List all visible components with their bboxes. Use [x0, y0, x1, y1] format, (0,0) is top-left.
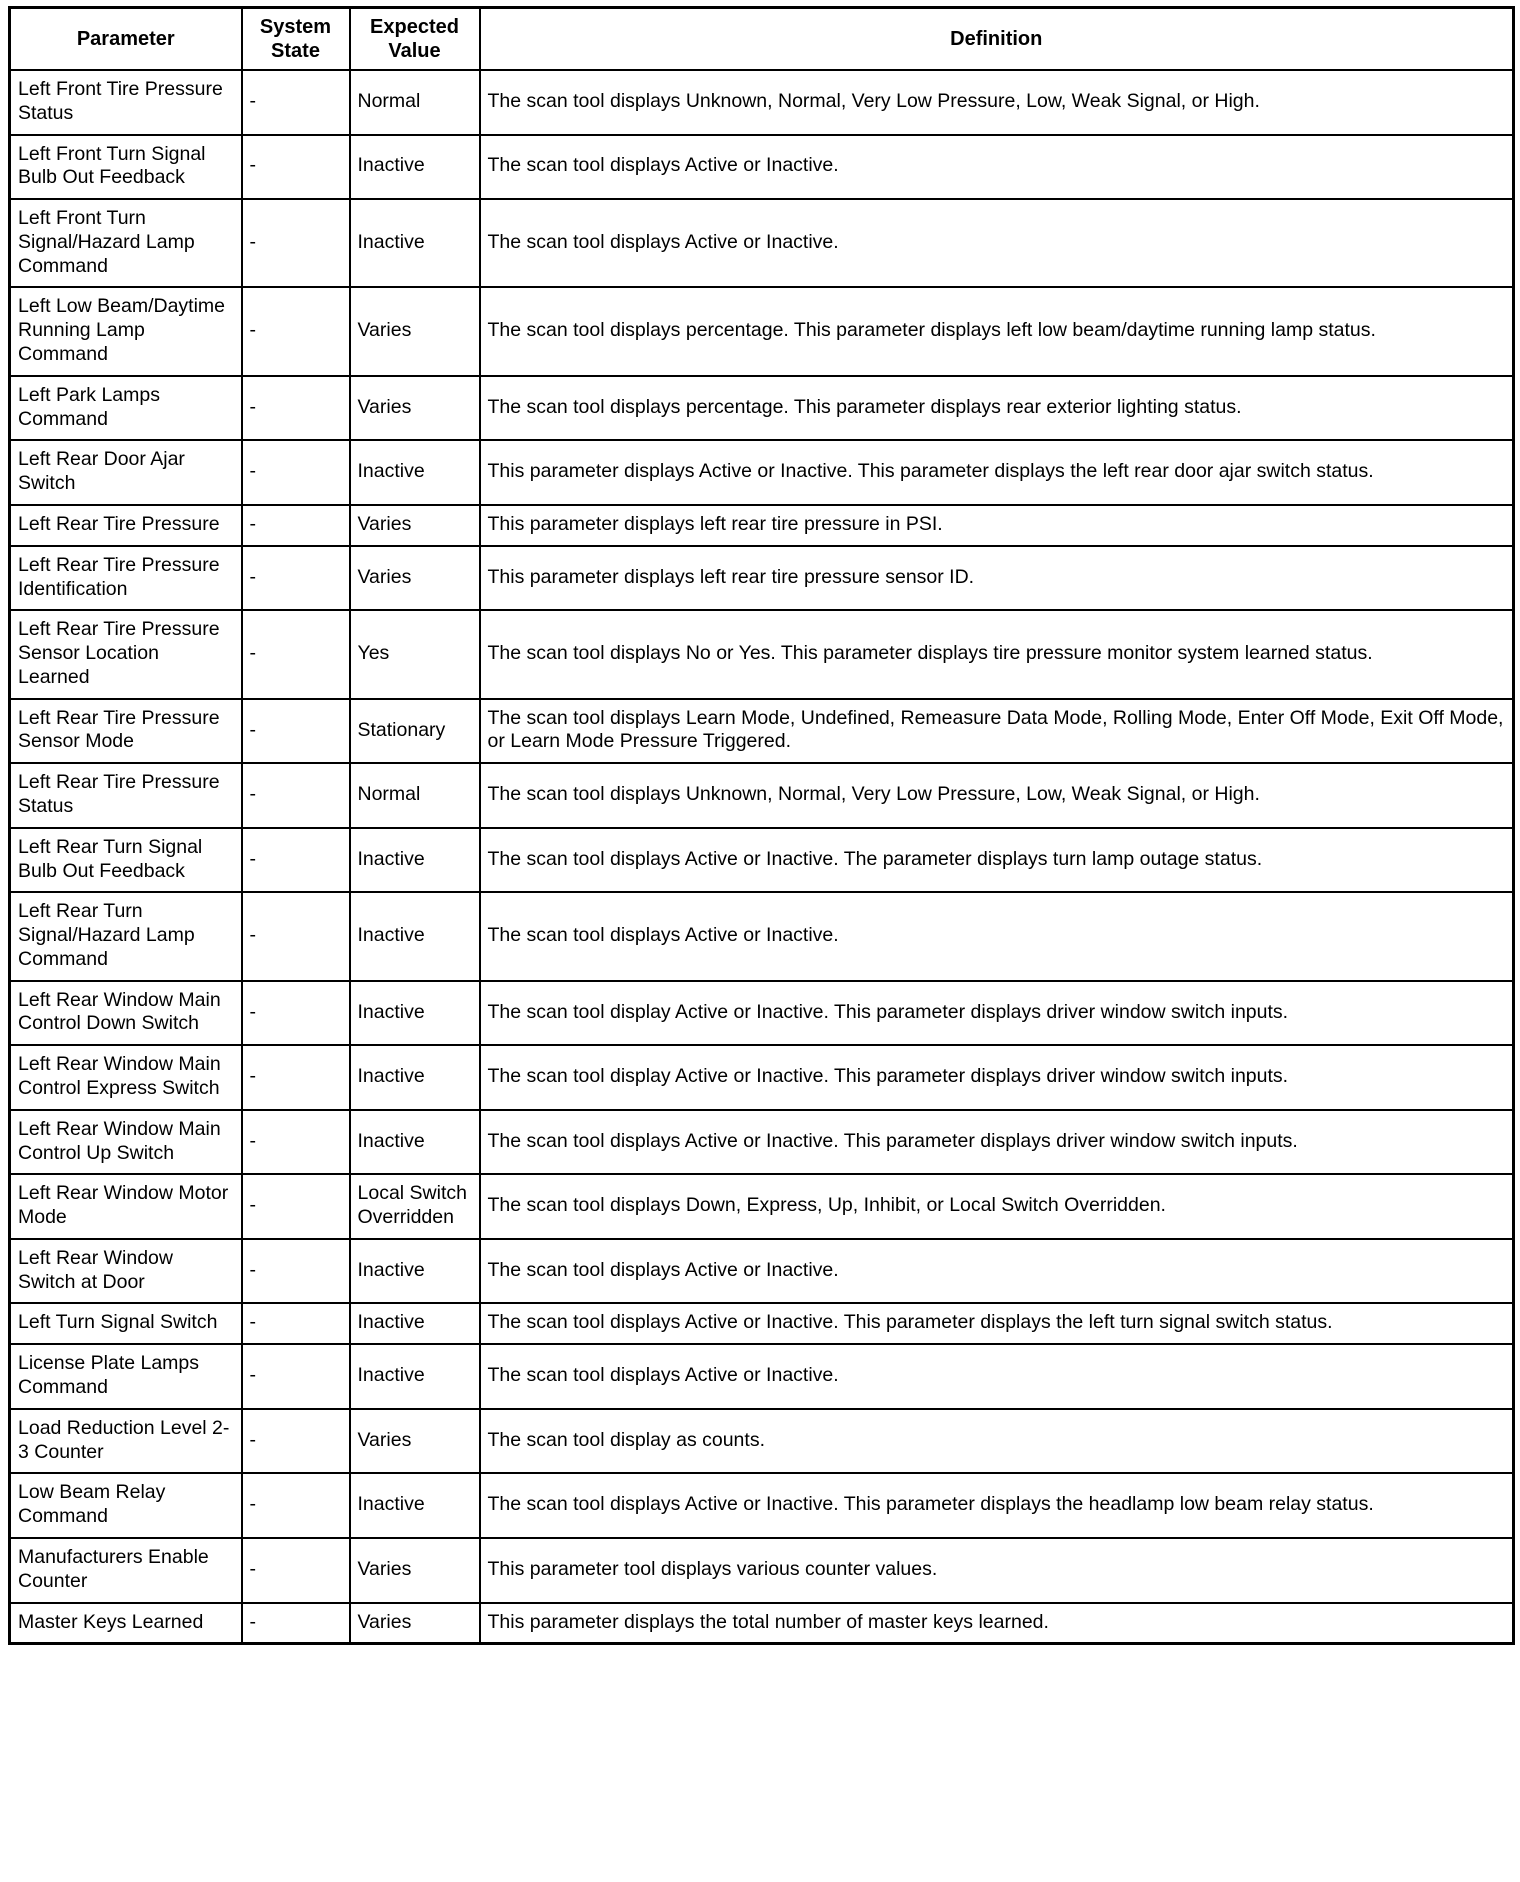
cell-parameter: Left Rear Window Switch at Door [10, 1239, 242, 1304]
table-row [10, 1303, 1514, 1344]
cell-parameter: Left Rear Window Main Control Down Switch [10, 981, 242, 1046]
cell-definition: The scan tool displays percentage. This parameter displays rear exterior lighting status. [480, 376, 1514, 441]
cell-parameter: Master Keys Learned [10, 1603, 242, 1644]
cell-system-state: - [242, 1473, 350, 1538]
cell-expected-value: Varies [350, 1409, 480, 1474]
cell-system-state: - [242, 287, 350, 375]
cell-definition: The scan tool display as counts. [480, 1409, 1514, 1474]
cell-parameter: Left Rear Tire Pressure [10, 505, 242, 546]
table-row [10, 1344, 1514, 1409]
cell-definition: The scan tool displays Active or Inactive. [480, 135, 1514, 200]
cell-definition: The scan tool displays Unknown, Normal, Very Low Pressure, Low, Weak Signal, or High. [480, 70, 1514, 135]
cell-expected-value: Normal [350, 763, 480, 828]
cell-parameter: Left Front Turn Signal Bulb Out Feedback [10, 135, 242, 200]
table-header [10, 8, 1514, 71]
table-row [10, 1174, 1514, 1239]
cell-expected-value: Inactive [350, 199, 480, 287]
cell-system-state: - [242, 1409, 350, 1474]
table-row [10, 828, 1514, 893]
cell-expected-value: Inactive [350, 1344, 480, 1409]
cell-parameter: License Plate Lamps Command [10, 1344, 242, 1409]
cell-parameter: Left Rear Tire Pressure Sensor Mode [10, 699, 242, 764]
cell-parameter: Load Reduction Level 2-3 Counter [10, 1409, 242, 1474]
cell-expected-value: Inactive [350, 135, 480, 200]
cell-parameter: Left Front Tire Pressure Status [10, 70, 242, 135]
table-body [10, 70, 1514, 1644]
cell-system-state: - [242, 610, 350, 698]
cell-definition: The scan tool displays Active or Inactive. The parameter displays turn lamp outage status. [480, 828, 1514, 893]
cell-parameter: Left Turn Signal Switch [10, 1303, 242, 1344]
cell-expected-value: Inactive [350, 1239, 480, 1304]
cell-definition: The scan tool display Active or Inactive. This parameter displays driver window switch inputs. [480, 1045, 1514, 1110]
cell-parameter: Left Rear Tire Pressure Sensor Location Learned [10, 610, 242, 698]
cell-expected-value: Inactive [350, 440, 480, 505]
cell-expected-value: Inactive [350, 1110, 480, 1175]
cell-definition: The scan tool displays percentage. This parameter displays left low beam/daytime running lamp status. [480, 287, 1514, 375]
column-header-parameter: Parameter [10, 8, 242, 71]
cell-parameter: Left Front Turn Signal/Hazard Lamp Command [10, 199, 242, 287]
cell-definition: This parameter displays the total number of master keys learned. [480, 1603, 1514, 1644]
cell-system-state: - [242, 1239, 350, 1304]
cell-definition: This parameter tool displays various counter values. [480, 1538, 1514, 1603]
cell-parameter: Low Beam Relay Command [10, 1473, 242, 1538]
cell-system-state: - [242, 70, 350, 135]
cell-system-state: - [242, 546, 350, 611]
cell-expected-value: Varies [350, 1538, 480, 1603]
cell-definition: The scan tool displays Active or Inactive. [480, 892, 1514, 980]
cell-parameter: Manufacturers Enable Counter [10, 1538, 242, 1603]
cell-definition: The scan tool displays Down, Express, Up, Inhibit, or Local Switch Overridden. [480, 1174, 1514, 1239]
cell-expected-value: Inactive [350, 981, 480, 1046]
cell-parameter: Left Rear Turn Signal/Hazard Lamp Command [10, 892, 242, 980]
table-row [10, 287, 1514, 375]
cell-parameter: Left Rear Turn Signal Bulb Out Feedback [10, 828, 242, 893]
cell-system-state: - [242, 440, 350, 505]
cell-system-state: - [242, 699, 350, 764]
cell-expected-value: Inactive [350, 828, 480, 893]
cell-definition: The scan tool displays No or Yes. This parameter displays tire pressure monitor system learned status. [480, 610, 1514, 698]
cell-definition: The scan tool display Active or Inactive. This parameter displays driver window switch inputs. [480, 981, 1514, 1046]
cell-system-state: - [242, 376, 350, 441]
cell-definition: The scan tool displays Unknown, Normal, Very Low Pressure, Low, Weak Signal, or High. [480, 763, 1514, 828]
cell-definition: The scan tool displays Active or Inactive. This parameter displays the left turn signal switch status. [480, 1303, 1514, 1344]
cell-definition: This parameter displays Active or Inactive. This parameter displays the left rear door ajar switch status. [480, 440, 1514, 505]
table-row [10, 1110, 1514, 1175]
cell-expected-value: Stationary [350, 699, 480, 764]
cell-parameter: Left Rear Tire Pressure Status [10, 763, 242, 828]
cell-system-state: - [242, 1344, 350, 1409]
cell-system-state: - [242, 1045, 350, 1110]
table-row [10, 1538, 1514, 1603]
cell-parameter: Left Rear Door Ajar Switch [10, 440, 242, 505]
cell-expected-value: Local Switch Overridden [350, 1174, 480, 1239]
cell-parameter: Left Low Beam/Daytime Running Lamp Command [10, 287, 242, 375]
cell-expected-value: Inactive [350, 1045, 480, 1110]
cell-system-state: - [242, 1174, 350, 1239]
cell-parameter: Left Park Lamps Command [10, 376, 242, 441]
cell-expected-value: Inactive [350, 1303, 480, 1344]
table-row [10, 135, 1514, 200]
cell-parameter: Left Rear Tire Pressure Identification [10, 546, 242, 611]
table-row [10, 1603, 1514, 1644]
table-row [10, 546, 1514, 611]
cell-system-state: - [242, 828, 350, 893]
table-row [10, 610, 1514, 698]
cell-definition: The scan tool displays Active or Inactive. [480, 1344, 1514, 1409]
table-row [10, 1239, 1514, 1304]
table-row [10, 981, 1514, 1046]
cell-definition: The scan tool displays Active or Inactive. [480, 199, 1514, 287]
cell-system-state: - [242, 1303, 350, 1344]
cell-definition: The scan tool displays Active or Inactive. This parameter displays driver window switch inputs. [480, 1110, 1514, 1175]
cell-definition: The scan tool displays Active or Inactive. This parameter displays the headlamp low beam relay status. [480, 1473, 1514, 1538]
cell-parameter: Left Rear Window Main Control Express Switch [10, 1045, 242, 1110]
table-header-row [10, 8, 1514, 71]
parameter-definitions-table [8, 6, 1515, 1645]
cell-system-state: - [242, 1110, 350, 1175]
cell-definition: The scan tool displays Active or Inactive. [480, 1239, 1514, 1304]
column-header-definition: Definition [480, 8, 1514, 71]
cell-expected-value: Inactive [350, 892, 480, 980]
cell-parameter: Left Rear Window Main Control Up Switch [10, 1110, 242, 1175]
table-row [10, 1473, 1514, 1538]
cell-expected-value: Varies [350, 287, 480, 375]
table-row [10, 199, 1514, 287]
cell-parameter: Left Rear Window Motor Mode [10, 1174, 242, 1239]
cell-system-state: - [242, 892, 350, 980]
table-row [10, 1409, 1514, 1474]
table-row [10, 892, 1514, 980]
cell-system-state: - [242, 1538, 350, 1603]
table-row [10, 440, 1514, 505]
cell-expected-value: Varies [350, 546, 480, 611]
column-header-system-state: System State [242, 8, 350, 71]
table-row [10, 376, 1514, 441]
cell-definition: The scan tool displays Learn Mode, Undefined, Remeasure Data Mode, Rolling Mode, Enter Off Mode, Exit Off Mode, or Learn Mode Pressure Triggered. [480, 699, 1514, 764]
cell-definition: This parameter displays left rear tire pressure sensor ID. [480, 546, 1514, 611]
cell-system-state: - [242, 505, 350, 546]
cell-expected-value: Normal [350, 70, 480, 135]
cell-system-state: - [242, 1603, 350, 1644]
cell-definition: This parameter displays left rear tire pressure in PSI. [480, 505, 1514, 546]
column-header-expected-value: Expected Value [350, 8, 480, 71]
cell-expected-value: Inactive [350, 1473, 480, 1538]
cell-expected-value: Varies [350, 376, 480, 441]
cell-system-state: - [242, 199, 350, 287]
table-row [10, 763, 1514, 828]
table-row [10, 70, 1514, 135]
table-row [10, 699, 1514, 764]
cell-expected-value: Yes [350, 610, 480, 698]
cell-expected-value: Varies [350, 505, 480, 546]
cell-system-state: - [242, 763, 350, 828]
cell-expected-value: Varies [350, 1603, 480, 1644]
table-row [10, 1045, 1514, 1110]
cell-system-state: - [242, 981, 350, 1046]
cell-system-state: - [242, 135, 350, 200]
table-row [10, 505, 1514, 546]
